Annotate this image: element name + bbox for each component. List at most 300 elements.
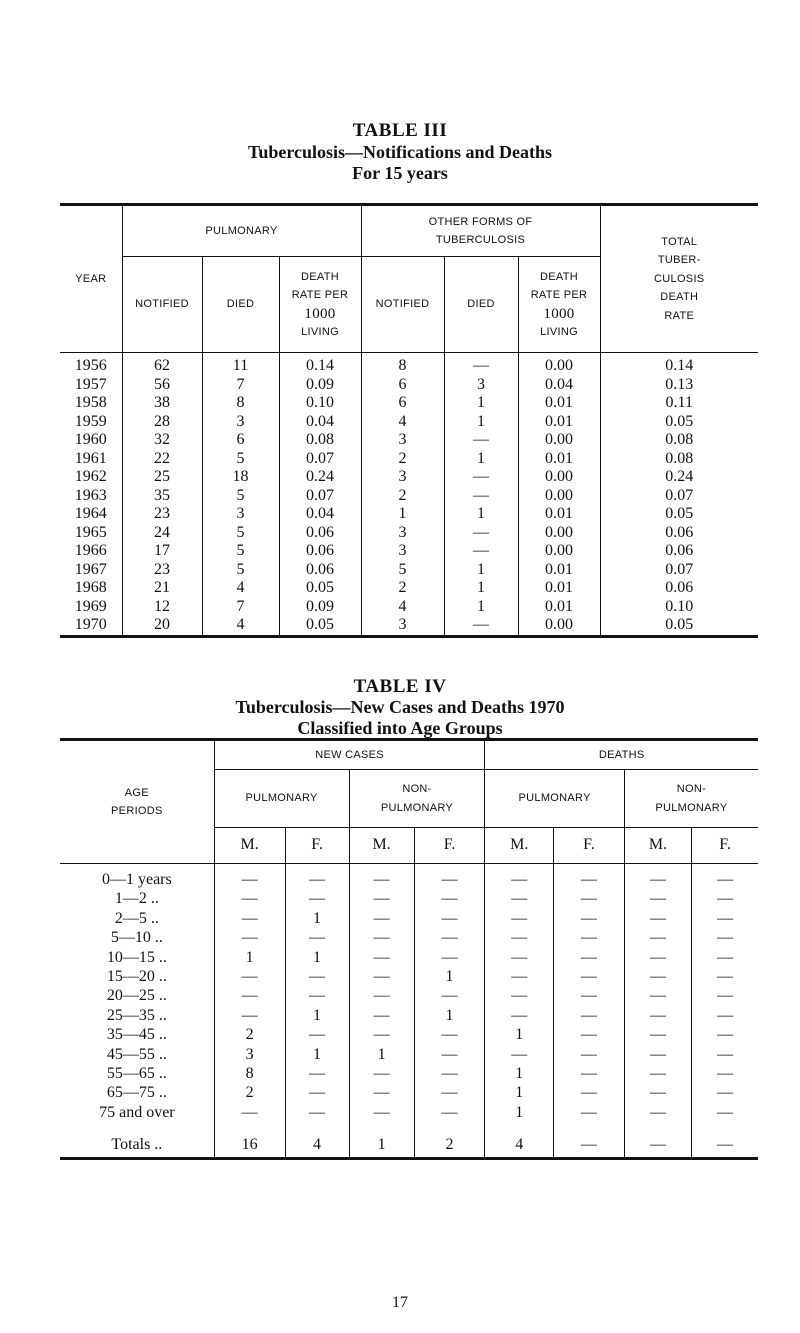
age-period-cell: 5—10 .. <box>110 929 163 947</box>
table3-cell: 1 <box>444 413 518 432</box>
age-period-cell: 45—55 .. <box>106 1045 167 1063</box>
table4-row <box>60 909 758 928</box>
year-cell: 1961 <box>74 449 107 467</box>
table4-cell: — <box>692 889 758 908</box>
age-period-cell: 20—25 .. <box>106 987 167 1005</box>
table3-cell: 25 <box>122 468 202 487</box>
other-death-rate-header: DEATH RATE PER 1000 LIVING <box>518 257 600 353</box>
sex-m-header: M. <box>485 828 554 864</box>
other-died-header: DIED <box>444 257 518 353</box>
table4-cell: — <box>485 1045 554 1064</box>
table3-cell: 0.24 <box>279 468 361 487</box>
table4-cell: — <box>349 967 414 986</box>
table3-cell: 5 <box>202 542 279 561</box>
table3-cell: 4 <box>202 579 279 598</box>
table3-cell: 1 <box>444 598 518 617</box>
table4-cell: — <box>349 1064 414 1083</box>
table4-row <box>60 967 758 986</box>
totals-cell: 2 <box>414 1122 485 1158</box>
table4-cell: — <box>214 864 285 890</box>
table4-cell: — <box>285 967 349 986</box>
table3-cell: 23 <box>122 505 202 524</box>
table3-row <box>60 468 758 487</box>
year-cell: 1956 <box>74 357 107 374</box>
table4-cell: — <box>624 948 691 967</box>
table3-cell: 0.01 <box>518 561 600 580</box>
table4-cell: — <box>349 864 414 890</box>
year-cell: 1965 <box>74 523 107 541</box>
table4-label: TABLE IV <box>353 676 447 697</box>
table3-label: TABLE III <box>352 120 448 141</box>
table3-cell: — <box>444 524 518 543</box>
table4-cell: — <box>692 928 758 947</box>
table4-cell: — <box>349 1083 414 1102</box>
table3-cell: 0.06 <box>279 561 361 580</box>
year-cell: 1966 <box>74 542 107 559</box>
table4-cell: — <box>214 1006 285 1025</box>
table4-cell: — <box>553 948 624 967</box>
table4-cell: — <box>692 1103 758 1122</box>
table4-cell: — <box>553 1064 624 1083</box>
table3-cell: — <box>444 542 518 561</box>
table4-cell: — <box>624 1064 691 1083</box>
totals-row <box>60 1122 758 1158</box>
table3-cell: 32 <box>122 431 202 450</box>
table3-cell: 0.00 <box>518 524 600 543</box>
table3-cell: 1 <box>361 505 444 524</box>
table4-cell: — <box>349 928 414 947</box>
table3-row <box>60 431 758 450</box>
table4-cell: — <box>414 864 485 890</box>
table4-row <box>60 1064 758 1083</box>
table3-cell: 0.07 <box>600 561 758 580</box>
age-period-cell: 55—65 .. <box>106 1065 167 1083</box>
table4-cell: — <box>692 967 758 986</box>
table3-cell: 3 <box>361 524 444 543</box>
d-pulmonary-header: PULMONARY <box>485 770 624 828</box>
table4-cell: — <box>553 986 624 1005</box>
table3-cell: 0.07 <box>279 487 361 506</box>
pulm-died-header: DIED <box>202 257 279 353</box>
table3-cell: 24 <box>122 524 202 543</box>
table3-cell: 5 <box>202 450 279 469</box>
table4-row <box>60 948 758 967</box>
table4-row <box>60 1103 758 1122</box>
table3-cell: 0.14 <box>279 353 361 376</box>
table4-cell: — <box>414 1025 485 1044</box>
table4-cell: — <box>485 986 554 1005</box>
table3-cell: 28 <box>122 413 202 432</box>
table3-cell: 0.05 <box>279 579 361 598</box>
table3-cell: 35 <box>122 487 202 506</box>
table3-cell: — <box>444 616 518 636</box>
table4-cell: — <box>553 1025 624 1044</box>
table4-cell: — <box>485 928 554 947</box>
table3-cell: 0.04 <box>279 505 361 524</box>
table4-cell: — <box>553 1083 624 1102</box>
table3-cell: 0.08 <box>600 450 758 469</box>
table3-row <box>60 376 758 395</box>
table3-cell: 0.05 <box>279 616 361 636</box>
table3-cell: 0.00 <box>518 542 600 561</box>
table3-cell: 0.01 <box>518 505 600 524</box>
d-non-pulmonary-header: NON- PULMONARY <box>624 770 758 828</box>
table3-cell: 2 <box>361 487 444 506</box>
table3-cell: 0.14 <box>600 353 758 376</box>
table4-cell: — <box>414 1045 485 1064</box>
table4-row <box>60 1045 758 1064</box>
table3-cell: 38 <box>122 394 202 413</box>
table3-cell: 0.00 <box>518 431 600 450</box>
table4-cell: 1 <box>485 1083 554 1102</box>
sex-f-header: F. <box>553 828 624 864</box>
new-cases-header: NEW CASES <box>214 740 485 770</box>
year-cell: 1958 <box>74 394 107 411</box>
table4-cell: 1 <box>485 1025 554 1044</box>
nc-non-pulmonary-header: NON- PULMONARY <box>349 770 485 828</box>
year-cell: 1959 <box>74 412 107 430</box>
table4-cell: — <box>214 909 285 928</box>
table3-cell: 0.01 <box>518 394 600 413</box>
sex-f-header: F. <box>414 828 485 864</box>
table4-cell: 1 <box>485 1103 554 1122</box>
table3-cell: 1 <box>444 394 518 413</box>
age-periods-header: AGE PERIODS <box>111 786 163 817</box>
table4-cell: 1 <box>414 967 485 986</box>
nc-pulmonary-header: PULMONARY <box>214 770 349 828</box>
table4-cell: — <box>553 1045 624 1064</box>
year-cell: 1960 <box>74 431 107 448</box>
totals-cell: 4 <box>285 1122 349 1158</box>
table3-cell: 11 <box>202 353 279 376</box>
table4-cell: — <box>214 967 285 986</box>
year-cell: 1962 <box>74 468 107 485</box>
table4-cell: — <box>692 1025 758 1044</box>
table3-cell: — <box>444 431 518 450</box>
table3-cell: 18 <box>202 468 279 487</box>
table4-cell: — <box>485 889 554 908</box>
table4-cell: — <box>285 1025 349 1044</box>
table3-cell: — <box>444 487 518 506</box>
table3-row <box>60 579 758 598</box>
table3-cell: 6 <box>361 394 444 413</box>
table4-cell: — <box>414 986 485 1005</box>
table4-cell: — <box>553 1006 624 1025</box>
table4-cell: — <box>624 928 691 947</box>
table4-cell: — <box>485 909 554 928</box>
other-forms-group-header: OTHER FORMS OF TUBERCULOSIS <box>361 205 600 257</box>
table3-cell: 0.10 <box>279 394 361 413</box>
table4-cell: 1 <box>349 1045 414 1064</box>
table3-cell: 62 <box>122 353 202 376</box>
table4-cell: — <box>214 889 285 908</box>
age-period-cell: 25—35 .. <box>106 1006 167 1024</box>
table4-cell: — <box>214 1103 285 1122</box>
table3-cell: 0.24 <box>600 468 758 487</box>
table4-cell: — <box>692 909 758 928</box>
table4-cell: — <box>553 1103 624 1122</box>
age-period-cell: 35—45 .. <box>106 1026 167 1044</box>
table3-cell: 22 <box>122 450 202 469</box>
table4-cell: 1 <box>214 948 285 967</box>
year-cell: 1968 <box>74 579 107 596</box>
table3-cell: 3 <box>202 413 279 432</box>
table3-row <box>60 413 758 432</box>
table3-cell: 0.05 <box>600 505 758 524</box>
table4-cell: — <box>553 967 624 986</box>
table3-cell: 0.06 <box>600 542 758 561</box>
table4-row <box>60 889 758 908</box>
year-cell: 1963 <box>74 486 107 504</box>
total-death-rate-header: TOTAL TUBER- CULOSIS DEATH RATE <box>600 205 758 353</box>
table4-cell: — <box>624 909 691 928</box>
table4-cell: — <box>485 948 554 967</box>
table4-cell: — <box>624 967 691 986</box>
table3-cell: 5 <box>202 524 279 543</box>
table3-cell: 0.00 <box>518 353 600 376</box>
table4-cell: — <box>692 1064 758 1083</box>
pulmonary-group-header: PULMONARY <box>122 205 361 257</box>
table4-cell: — <box>414 1064 485 1083</box>
table4-row <box>60 864 758 890</box>
table3-cell: 23 <box>122 561 202 580</box>
age-period-cell: 10—15 .. <box>106 948 167 966</box>
sex-m-header: M. <box>214 828 285 864</box>
table3-cell: 6 <box>202 431 279 450</box>
table4-cell: — <box>692 1006 758 1025</box>
deaths-header: DEATHS <box>485 740 758 770</box>
year-cell: 1967 <box>74 560 107 578</box>
table3-row <box>60 524 758 543</box>
table3-cell: 1 <box>444 561 518 580</box>
table3-cell: 0.01 <box>518 579 600 598</box>
table4-cell: 1 <box>414 1006 485 1025</box>
table3-cell: — <box>444 353 518 376</box>
table3-cell: 0.09 <box>279 376 361 395</box>
table4-cell: — <box>692 864 758 890</box>
year-cell: 1964 <box>74 505 107 522</box>
table4-row <box>60 986 758 1005</box>
sex-m-header: M. <box>624 828 691 864</box>
table4-cell: — <box>624 1006 691 1025</box>
table3-cell: 3 <box>361 468 444 487</box>
table3-row <box>60 598 758 617</box>
table4-cell: — <box>624 1083 691 1102</box>
table3-cell: 3 <box>202 505 279 524</box>
age-period-cell: 1—2 .. <box>114 890 159 908</box>
age-period-cell: 15—20 .. <box>106 968 167 986</box>
table4-cell: 8 <box>214 1064 285 1083</box>
table3-title: Tuberculosis—Notifications and Deaths <box>247 142 553 162</box>
table3-cell: 3 <box>361 542 444 561</box>
table4-cell: — <box>624 1045 691 1064</box>
table4-cell: — <box>349 1006 414 1025</box>
table4-cell: — <box>285 889 349 908</box>
table3-row <box>60 542 758 561</box>
table3-cell: 8 <box>202 394 279 413</box>
table4-cell: — <box>414 889 485 908</box>
table3-row <box>60 487 758 506</box>
age-period-cell: 65—75 .. <box>106 1084 167 1102</box>
table3-cell: 1 <box>444 505 518 524</box>
age-period-cell: 75 and over <box>99 1103 175 1121</box>
table3-cell: 4 <box>361 413 444 432</box>
table3-cell: 6 <box>361 376 444 395</box>
totals-cell: — <box>692 1122 758 1158</box>
table4-cell: — <box>624 864 691 890</box>
table3-cell: 0.05 <box>600 616 758 636</box>
table4-cell: — <box>349 909 414 928</box>
table3-cell: 0.00 <box>518 487 600 506</box>
table3-row <box>60 394 758 413</box>
table4-cell: 1 <box>285 1006 349 1025</box>
table3-row <box>60 616 758 636</box>
table4-cell: — <box>285 928 349 947</box>
table4-cell: — <box>692 986 758 1005</box>
table4-cell: — <box>285 864 349 890</box>
table3-cell: 3 <box>444 376 518 395</box>
table3-cell: 0.06 <box>279 542 361 561</box>
table3-cell: 4 <box>361 598 444 617</box>
sex-m-header: M. <box>349 828 414 864</box>
totals-cell: 1 <box>349 1122 414 1158</box>
table3-cell: 1 <box>444 579 518 598</box>
table3-row <box>60 450 758 469</box>
table4-subtitle: Classified into Age Groups <box>297 718 503 738</box>
table4-cell: 2 <box>214 1025 285 1044</box>
table4-cell: — <box>285 1064 349 1083</box>
table4-cell: — <box>624 986 691 1005</box>
table3-cell: 17 <box>122 542 202 561</box>
table3-row <box>60 561 758 580</box>
table3-row <box>60 353 758 376</box>
table4-cell: — <box>553 889 624 908</box>
age-period-cell: 2—5 .. <box>114 909 159 927</box>
totals-cell: — <box>553 1122 624 1158</box>
table4-cell: — <box>285 1083 349 1102</box>
table4-grid <box>60 738 758 1160</box>
table3-cell: 0.04 <box>279 413 361 432</box>
table4-cell: 1 <box>285 909 349 928</box>
table4-cell: — <box>414 928 485 947</box>
table3-cell: 5 <box>202 487 279 506</box>
page-number: 17 <box>392 1294 408 1311</box>
table3-cell: 8 <box>361 353 444 376</box>
table3-cell: 3 <box>361 616 444 636</box>
table4-cell: — <box>485 1006 554 1025</box>
table3-cell: 0.08 <box>600 431 758 450</box>
other-notified-header: NOTIFIED <box>361 257 444 353</box>
table3-cell: 0.01 <box>518 598 600 617</box>
table3-cell: 0.13 <box>600 376 758 395</box>
table4-cell: — <box>349 948 414 967</box>
table4-cell: — <box>553 909 624 928</box>
pulm-notified-header: NOTIFIED <box>122 257 202 353</box>
table4-cell: — <box>692 1083 758 1102</box>
table4-cell: 2 <box>214 1083 285 1102</box>
table3-cell: 0.08 <box>279 431 361 450</box>
year-cell: 1957 <box>74 375 107 393</box>
table3-cell: 7 <box>202 376 279 395</box>
totals-cell: 4 <box>485 1122 554 1158</box>
sex-f-header: F. <box>285 828 349 864</box>
table3-cell: 0.04 <box>518 376 600 395</box>
table3-cell: 2 <box>361 579 444 598</box>
year-header: YEAR <box>75 272 107 285</box>
table4-cell: — <box>692 948 758 967</box>
totals-cell: 16 <box>214 1122 285 1158</box>
table3-cell: 5 <box>202 561 279 580</box>
table3-cell: 7 <box>202 598 279 617</box>
sex-f-header: F. <box>692 828 758 864</box>
table3-cell: 0.09 <box>279 598 361 617</box>
table4-cell: — <box>285 986 349 1005</box>
table3-cell: 0.06 <box>279 524 361 543</box>
table3-cell: 56 <box>122 376 202 395</box>
table4-cell: — <box>414 909 485 928</box>
table4-row <box>60 1025 758 1044</box>
table3-cell: 0.01 <box>518 413 600 432</box>
table4-cell: — <box>485 864 554 890</box>
year-cell: 1969 <box>74 597 107 615</box>
table3-cell: 0.10 <box>600 598 758 617</box>
table4-cell: — <box>485 967 554 986</box>
table3-cell: 2 <box>361 450 444 469</box>
year-cell: 1970 <box>74 616 107 633</box>
table3-cell: 0.00 <box>518 616 600 636</box>
table4-cell: — <box>349 889 414 908</box>
table3-cell: 0.01 <box>518 450 600 469</box>
table3-cell: 0.05 <box>600 413 758 432</box>
table4-cell: — <box>553 864 624 890</box>
table3-cell: 12 <box>122 598 202 617</box>
table4-cell: 1 <box>485 1064 554 1083</box>
totals-cell: — <box>624 1122 691 1158</box>
table3-cell: 1 <box>444 450 518 469</box>
table4-cell: — <box>285 1103 349 1122</box>
table4-cell: — <box>624 1103 691 1122</box>
table3-grid <box>60 203 758 638</box>
table3-cell: 0.11 <box>600 394 758 413</box>
table4-cell: — <box>624 889 691 908</box>
table4-cell: — <box>214 928 285 947</box>
table4-cell: — <box>624 1025 691 1044</box>
totals-label: Totals .. <box>111 1136 163 1154</box>
pulm-death-rate-header: DEATH RATE PER 1000 LIVING <box>279 257 361 353</box>
table3-cell: 3 <box>361 431 444 450</box>
table4-cell: — <box>414 1083 485 1102</box>
age-period-cell: 0—1 years <box>101 871 172 888</box>
table4-cell: 1 <box>285 948 349 967</box>
table3-cell: 0.06 <box>600 579 758 598</box>
table4-row <box>60 928 758 947</box>
table4-cell: — <box>214 986 285 1005</box>
table3-cell: 4 <box>202 616 279 636</box>
table3-cell: 0.00 <box>518 468 600 487</box>
table4-cell: 3 <box>214 1045 285 1064</box>
table4-cell: — <box>349 1025 414 1044</box>
table4-cell: — <box>349 986 414 1005</box>
table4-title: Tuberculosis—New Cases and Deaths 1970 <box>235 697 565 717</box>
table3-cell: 0.07 <box>600 487 758 506</box>
table4-cell: — <box>349 1103 414 1122</box>
table4-cell: 1 <box>285 1045 349 1064</box>
table3-row <box>60 505 758 524</box>
table4-cell: — <box>692 1045 758 1064</box>
table3-cell: 0.07 <box>279 450 361 469</box>
table4-row <box>60 1083 758 1102</box>
table3-cell: 20 <box>122 616 202 636</box>
